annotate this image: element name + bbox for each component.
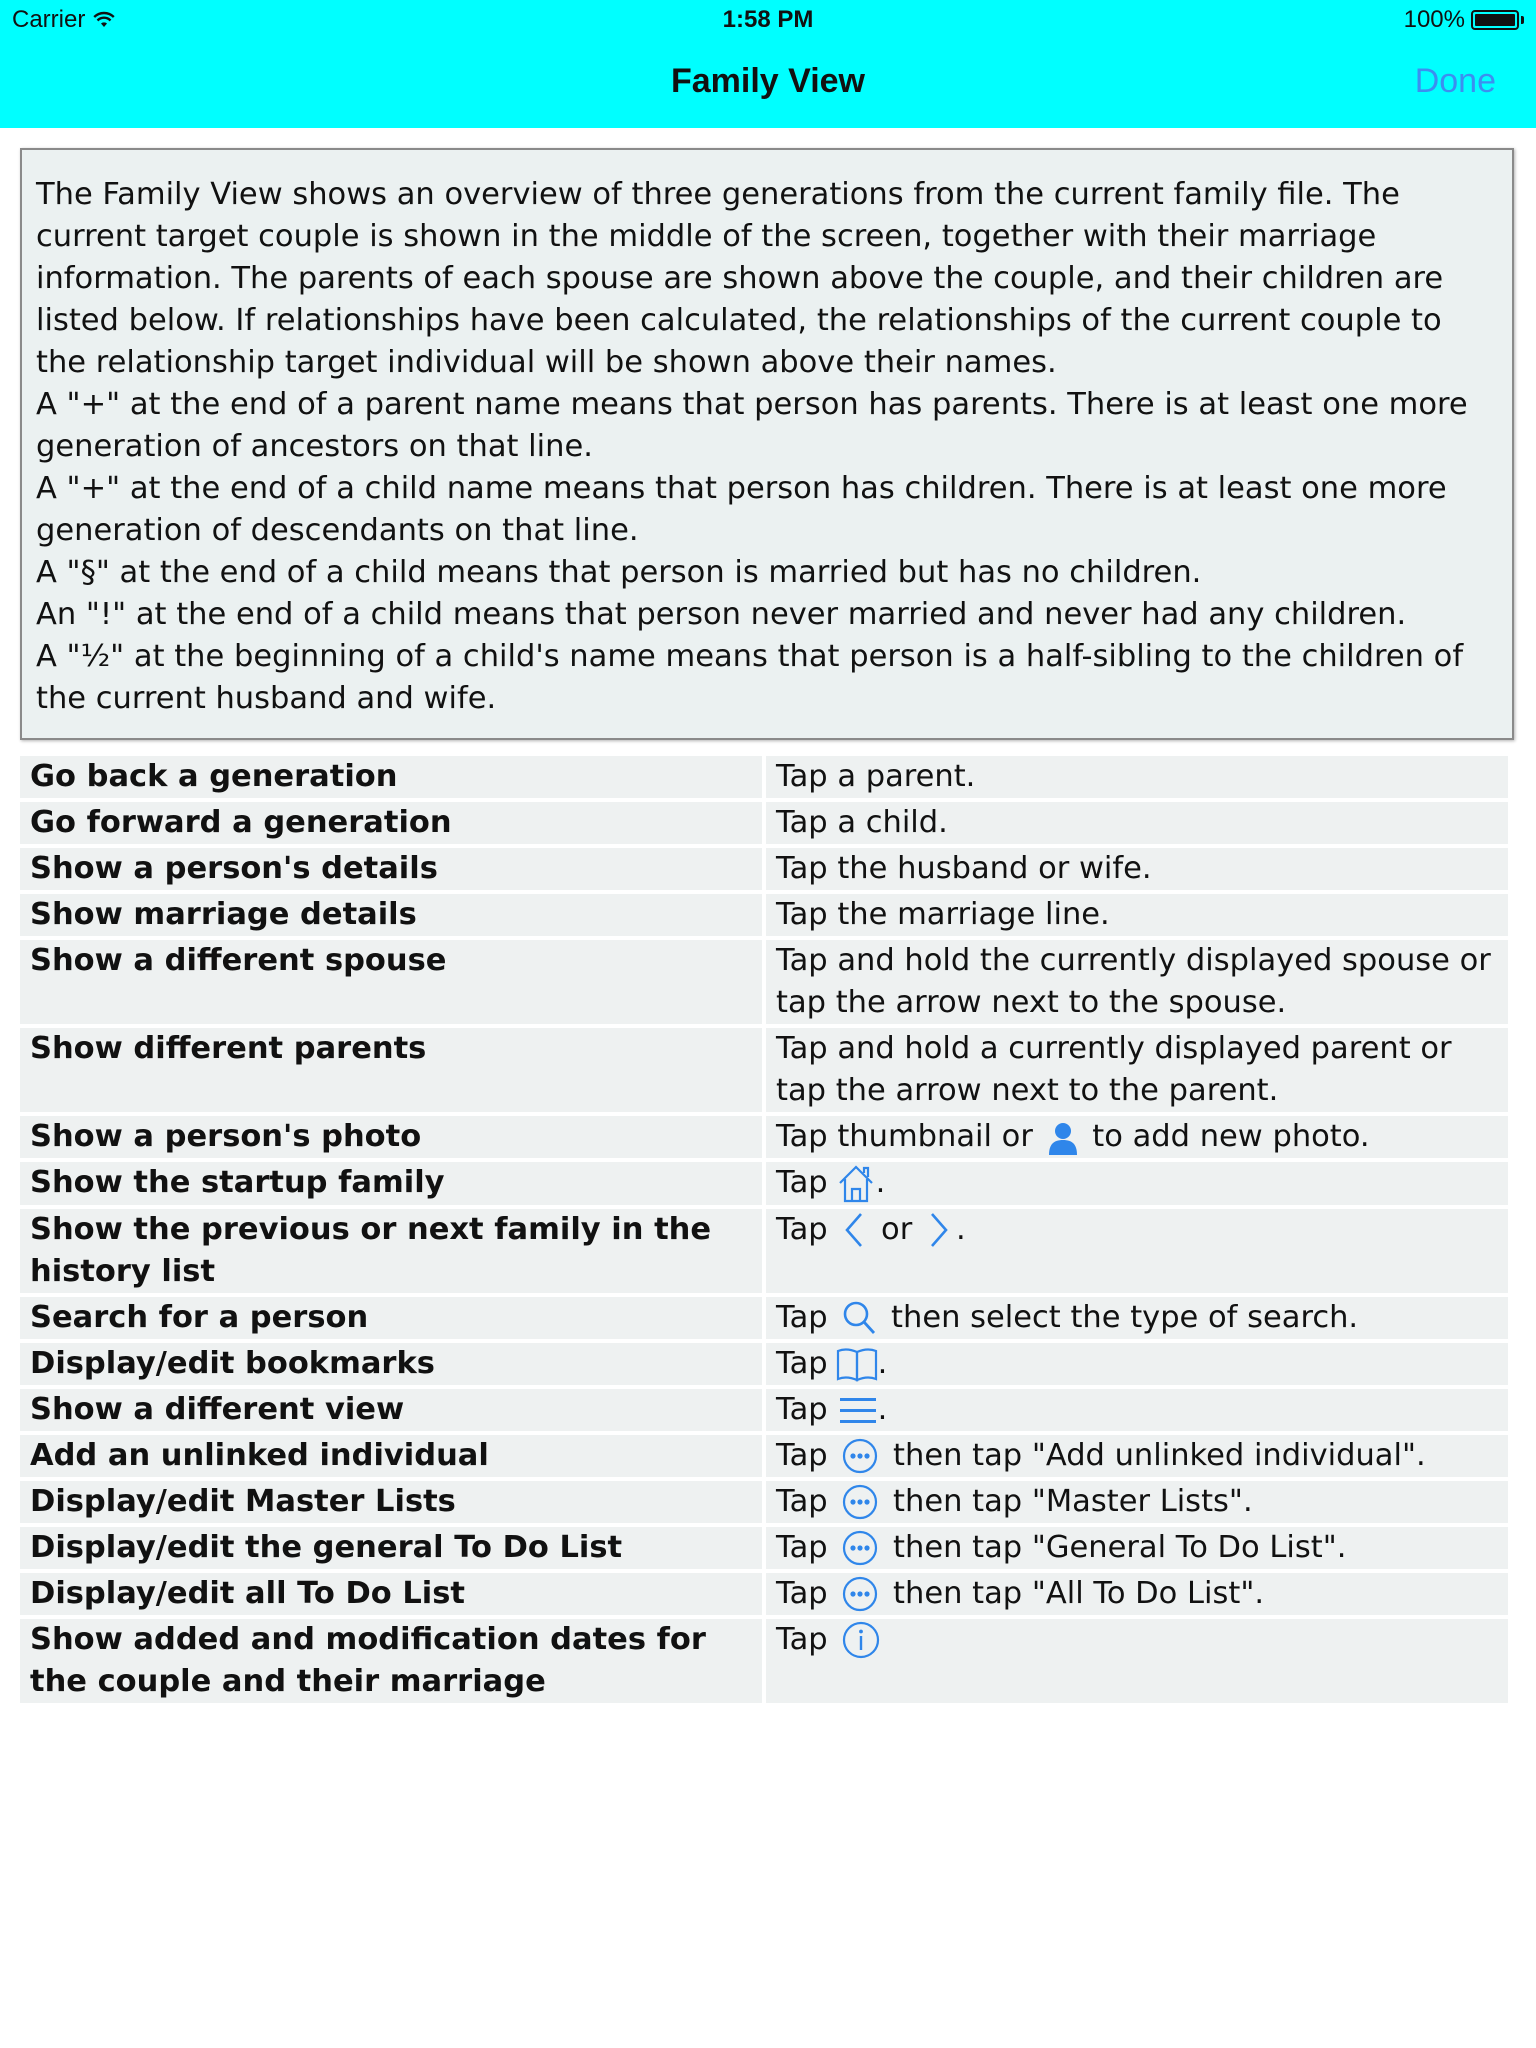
table-row [20, 1209, 1508, 1293]
more-icon [841, 1575, 879, 1613]
how-text: . [877, 1391, 888, 1427]
action-cell: Display/edit bookmarks [20, 1343, 762, 1385]
table-row [20, 848, 1508, 890]
search-icon [841, 1299, 877, 1337]
menu-icon [838, 1393, 878, 1427]
more-icon [841, 1483, 879, 1521]
how-cell [766, 1343, 1508, 1385]
page-title: Family View [670, 62, 866, 100]
more-icon [841, 1437, 879, 1475]
how-cell [766, 1481, 1508, 1523]
table-row [20, 1435, 1508, 1477]
battery-icon [1471, 10, 1519, 30]
how-cell: Tap and hold a currently displayed parent or tap the arrow next to the parent. [766, 1028, 1508, 1112]
help-table [16, 752, 1512, 1707]
intro-paragraph: A "§" at the end of a child means that person is married but has no children. [36, 555, 1202, 590]
intro-paragraph: A "+" at the end of a child name means that person has children. There is at least one more generation of descendants on that line. [36, 471, 1447, 548]
how-text: then select the type of search. [891, 1299, 1359, 1335]
info-icon [841, 1620, 881, 1660]
intro-description [20, 148, 1514, 740]
action-cell: Show a different spouse [20, 940, 762, 1024]
how-text: Tap [776, 1529, 828, 1565]
done-button[interactable]: Done [1414, 62, 1496, 100]
table-row [20, 1573, 1508, 1615]
how-cell: Tap the husband or wife. [766, 848, 1508, 890]
action-cell: Show added and modification dates for the couple and their marriage [20, 1619, 762, 1703]
chevron-right-icon [926, 1211, 952, 1249]
action-cell: Show the previous or next family in the history list [20, 1209, 762, 1293]
how-text: . [877, 1345, 888, 1381]
how-text: Tap [776, 1299, 828, 1335]
how-text: then tap "All To Do List". [893, 1575, 1265, 1611]
carrier-label: Carrier [12, 6, 86, 33]
how-cell [766, 1389, 1508, 1431]
action-cell: Search for a person [20, 1297, 762, 1339]
how-text: Tap [776, 1483, 828, 1519]
action-cell: Show the startup family [20, 1162, 762, 1205]
intro-paragraph: An "!" at the end of a child means that person never married and never had any children. [36, 597, 1407, 632]
how-text: Tap [776, 1165, 828, 1200]
person-icon [1047, 1121, 1079, 1155]
action-cell: Display/edit all To Do List [20, 1573, 762, 1615]
table-row [20, 1389, 1508, 1431]
how-cell [766, 1435, 1508, 1477]
table-row [20, 1028, 1508, 1112]
how-cell: Tap the marriage line. [766, 894, 1508, 936]
how-text: . [955, 1211, 966, 1247]
how-cell [766, 1297, 1508, 1339]
table-row [20, 1116, 1508, 1158]
action-cell: Show marriage details [20, 894, 762, 936]
action-cell: Show a person's details [20, 848, 762, 890]
intro-paragraph: A "½" at the beginning of a child's name means that person is a half-sibling to the children of the current husband and wife. [36, 639, 1464, 716]
table-row [20, 1619, 1508, 1703]
more-icon [841, 1529, 879, 1567]
table-row [20, 1343, 1508, 1385]
table-row [20, 1481, 1508, 1523]
how-cell: Tap a parent. [766, 756, 1508, 798]
how-cell [766, 1116, 1508, 1158]
action-cell: Display/edit the general To Do List [20, 1527, 762, 1569]
how-cell [766, 1209, 1508, 1293]
action-cell: Go forward a generation [20, 802, 762, 844]
table-row [20, 1527, 1508, 1569]
how-cell [766, 1573, 1508, 1615]
how-text: Tap [776, 1345, 828, 1381]
action-cell: Show a person's photo [20, 1116, 762, 1158]
how-text: Tap [776, 1391, 828, 1427]
battery-percent: 100% [1403, 6, 1465, 33]
home-icon [836, 1163, 876, 1205]
nav-header [0, 0, 1536, 128]
status-time: 1:58 PM [722, 6, 814, 33]
how-text: Tap [776, 1575, 828, 1611]
table-row [20, 756, 1508, 798]
how-cell [766, 1527, 1508, 1569]
book-icon [836, 1346, 878, 1382]
table-row [20, 1297, 1508, 1339]
table-row [20, 1162, 1508, 1205]
how-text: Tap [776, 1621, 828, 1657]
how-text: then tap "General To Do List". [893, 1529, 1347, 1565]
table-row [20, 894, 1508, 936]
how-cell: Tap and hold the currently displayed spouse or tap the arrow next to the spouse. [766, 940, 1508, 1024]
how-cell [766, 1162, 1508, 1205]
action-cell: Show different parents [20, 1028, 762, 1112]
how-text: Tap [776, 1437, 828, 1473]
action-cell: Add an unlinked individual [20, 1435, 762, 1477]
intro-paragraph: A "+" at the end of a parent name means that person has parents. There is at least one more generation of ancestors on that line. [36, 387, 1468, 464]
how-text: Tap thumbnail or [776, 1119, 1033, 1154]
table-row [20, 940, 1508, 1024]
how-text: . [875, 1165, 886, 1200]
chevron-left-icon [841, 1211, 867, 1249]
how-text: or [881, 1211, 913, 1247]
action-cell: Go back a generation [20, 756, 762, 798]
action-cell: Display/edit Master Lists [20, 1481, 762, 1523]
how-text: then tap "Master Lists". [893, 1483, 1253, 1519]
status-battery [1404, 6, 1524, 34]
table-row [20, 802, 1508, 844]
how-cell [766, 1619, 1508, 1703]
how-text: to add new photo. [1092, 1119, 1370, 1154]
how-cell: Tap a child. [766, 802, 1508, 844]
how-text: then tap "Add unlinked individual". [893, 1437, 1426, 1473]
intro-paragraph: The Family View shows an overview of three generations from the current family file. The current target couple is shown in the middle of the screen, together with their marriage information. The parents of each spouse are shown above the couple, and their children are listed below. If relationships have been calculated, the relationships of the current couple to the relationship target individual will be shown above their names. [36, 177, 1444, 380]
how-text: Tap [776, 1211, 828, 1247]
action-cell: Show a different view [20, 1389, 762, 1431]
